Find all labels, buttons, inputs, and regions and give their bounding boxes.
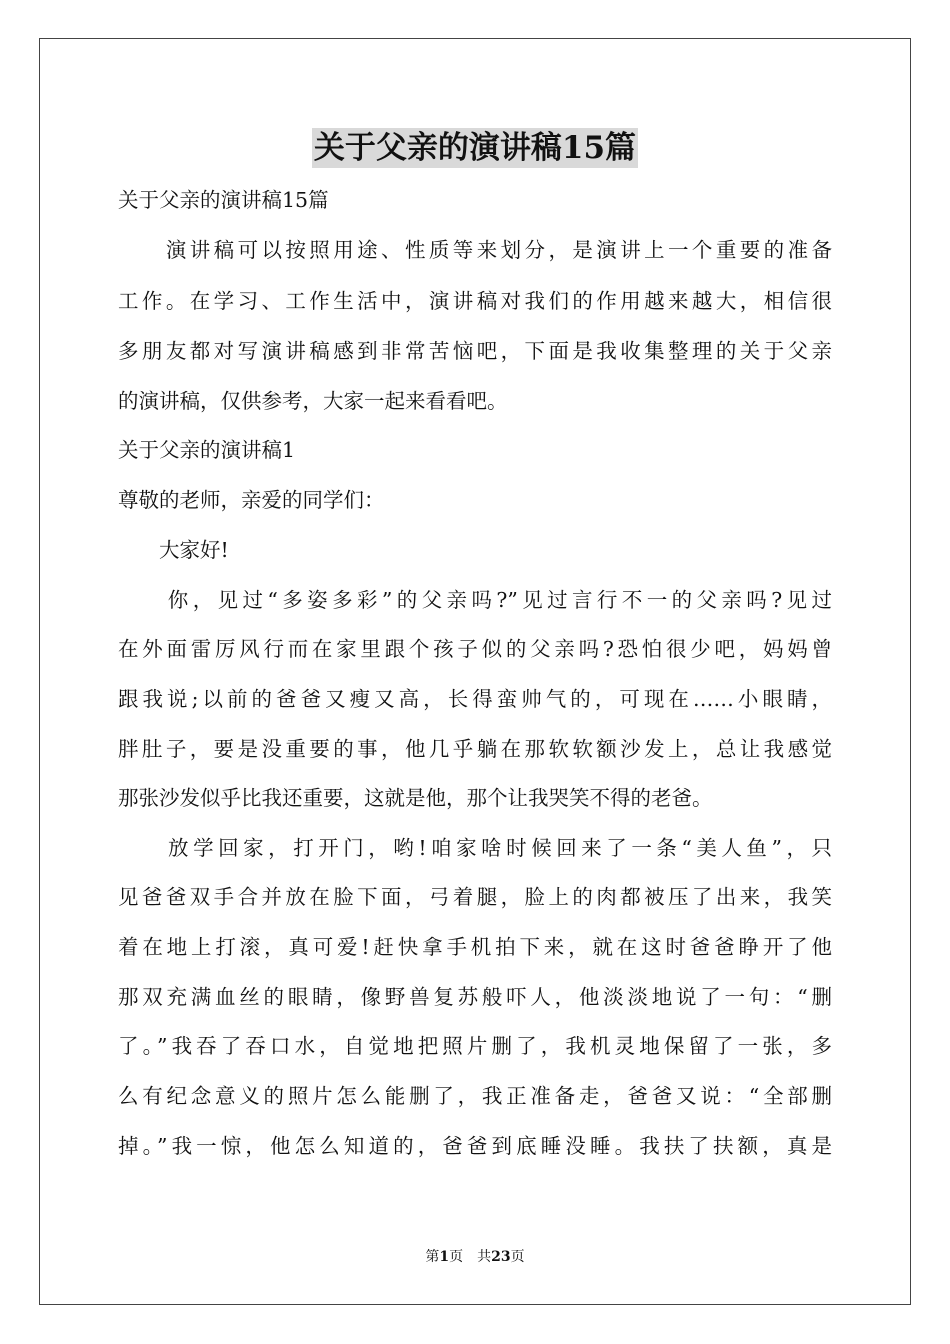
text-line: 演讲稿可以按照用途、性质等来划分，是演讲上一个重要的准备 (118, 238, 832, 262)
text-line: 关于父亲的演讲稿15篇 (118, 188, 329, 212)
text-line: 多朋友都对写演讲稿感到非常苦恼吧，下面是我收集整理的关于父亲 (118, 339, 832, 363)
text-line: 跟我说;以前的爸爸又瘦又高，长得蛮帅气的，可现在……小眼睛， (118, 687, 832, 711)
title-wrap (0, 128, 950, 168)
text-line: 放学回家，打开门，哟!咱家啥时候回来了一条“美人鱼”，只 (118, 836, 832, 860)
text-line: 的演讲稿，仅供参考，大家一起来看看吧。 (118, 389, 508, 413)
text-line: 尊敬的老师，亲爱的同学们： (118, 488, 385, 512)
document-title: 关于父亲的演讲稿15篇 (313, 130, 637, 166)
footer-page-number: 1 (439, 1249, 450, 1265)
text-line: 了。”我吞了吞口水，自觉地把照片删了，我机灵地保留了一张，多 (118, 1034, 832, 1058)
text-line: 掉。”我一惊，他怎么知道的，爸爸到底睡没睡。我扶了扶额，真是 (118, 1134, 832, 1158)
text-line: 那双充满血丝的眼睛，像野兽复苏般吓人，他淡淡地说了一句：“删 (118, 985, 832, 1009)
footer-prefix: 第 (425, 1249, 440, 1265)
text-line: 工作。在学习、工作生活中，演讲稿对我们的作用越来越大，相信很 (118, 289, 832, 313)
text-line: 你，见过“多姿多彩”的父亲吗?”见过言行不一的父亲吗?见过 (118, 588, 832, 612)
page-footer (0, 1246, 950, 1266)
text-line: 见爸爸双手合并放在脸下面，弓着腿，脸上的肉都被压了出来，我笑 (118, 885, 832, 909)
footer-suffix: 页 (510, 1249, 525, 1265)
footer-mid: 页 共 (449, 1249, 492, 1265)
text-line: 胖肚子，要是没重要的事，他几乎躺在那软软额沙发上，总让我感觉 (118, 737, 832, 761)
text-line: 着在地上打滚，真可爱!赶快拿手机拍下来，就在这时爸爸睁开了他 (118, 935, 832, 959)
text-line: 那张沙发似乎比我还重要，这就是他，那个让我哭笑不得的老爸。 (118, 786, 713, 810)
text-line: 大家好! (118, 538, 229, 562)
text-line: 么有纪念意义的照片怎么能删了，我正准备走，爸爸又说：“全部删 (118, 1084, 832, 1108)
text-line: 在外面雷厉风行而在家里跟个孩子似的父亲吗?恐怕很少吧，妈妈曾 (118, 637, 832, 661)
footer-total-pages: 23 (491, 1249, 511, 1265)
page-border (39, 38, 911, 1305)
text-line: 关于父亲的演讲稿1 (118, 438, 296, 462)
